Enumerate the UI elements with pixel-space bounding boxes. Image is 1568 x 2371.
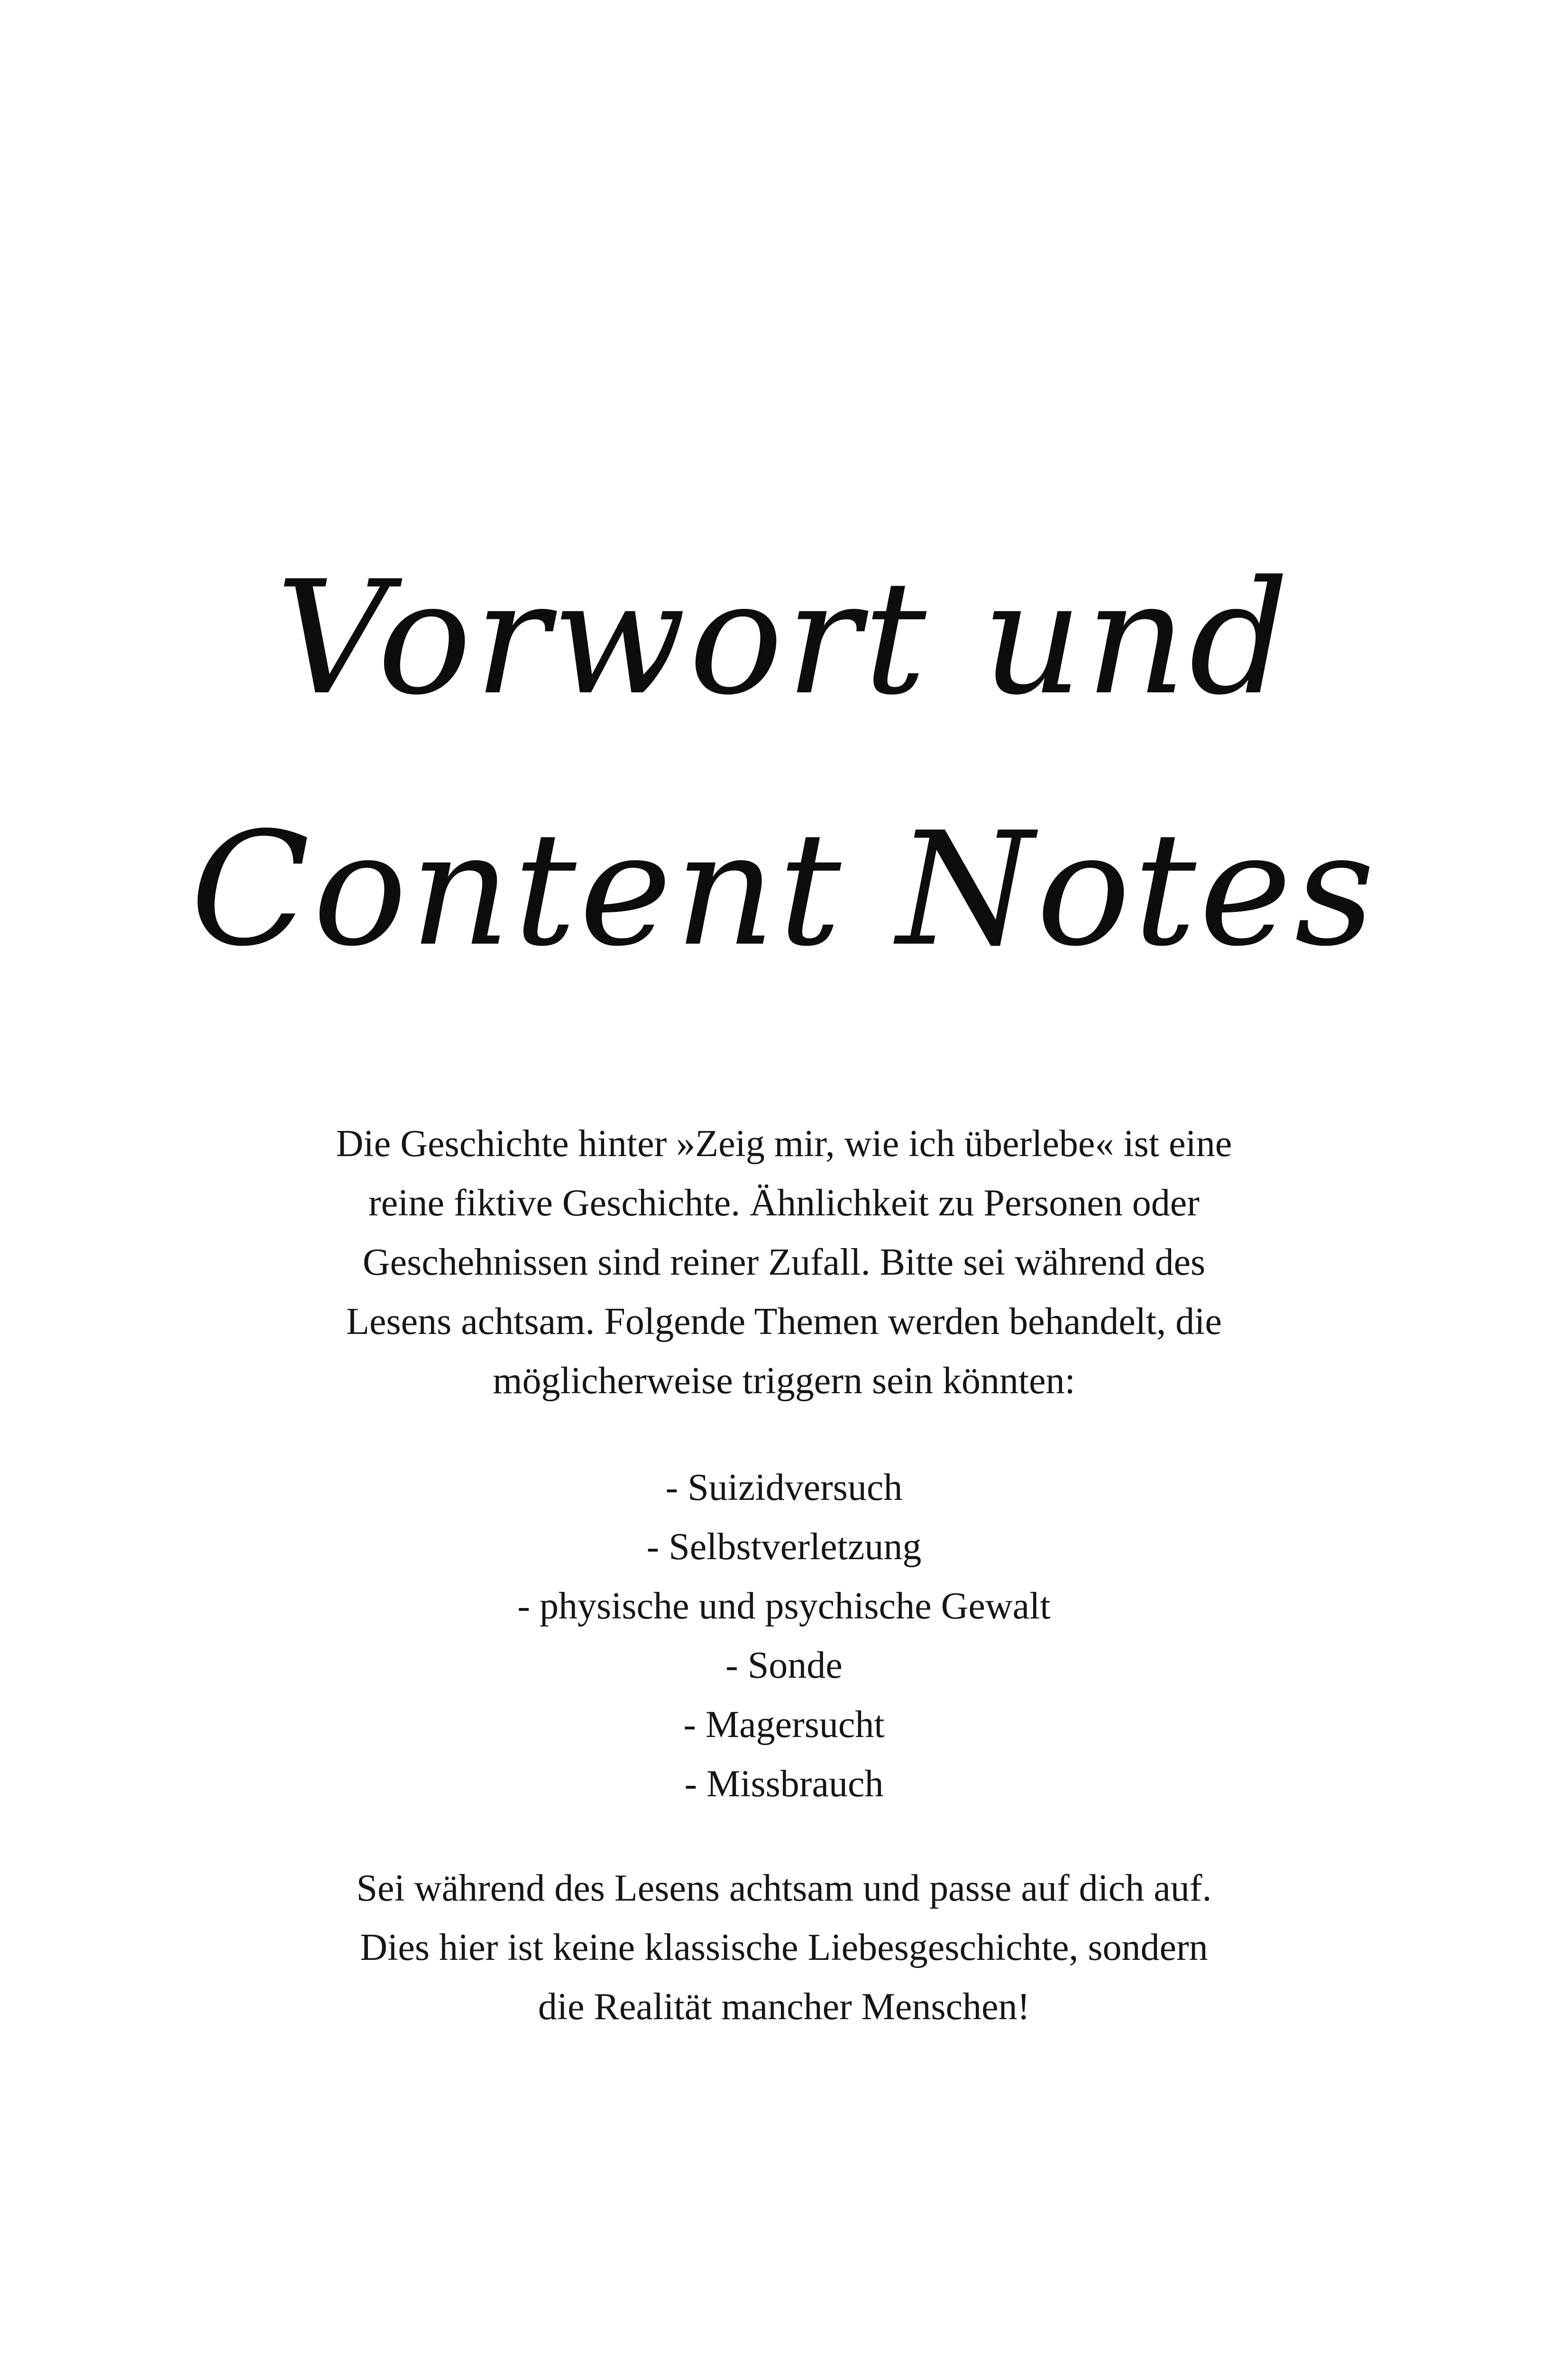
content-note-item: - physische und psychische Gewalt xyxy=(517,1585,1051,1627)
content-note-item: - Magersucht xyxy=(683,1704,885,1746)
closing-line: Dies hier ist keine klassische Liebesgeschichte, sondern xyxy=(360,1927,1208,1968)
closing-line: die Realität mancher Menschen! xyxy=(538,1986,1030,2028)
intro-line: möglicherweise triggern sein könnten: xyxy=(493,1360,1075,1402)
content-note-item: - Selbstverletzung xyxy=(646,1526,922,1568)
intro-paragraph xyxy=(228,1114,1340,1411)
intro-line: reine fiktive Geschichte. Ähnlichkeit zu Personen oder xyxy=(368,1182,1200,1224)
page-title-line-2: Content Notes xyxy=(190,799,1378,981)
page-title-line-1: Vorwort und xyxy=(275,547,1293,730)
content-notes-list xyxy=(228,1458,1340,1814)
content-note-item: - Missbrauch xyxy=(684,1763,884,1805)
intro-line: Lesens achtsam. Folgende Themen werden behandelt, die xyxy=(346,1301,1222,1342)
intro-line: Die Geschichte hinter »Zeig mir, wie ich überlebe« ist eine xyxy=(336,1123,1232,1165)
content-note-item: - Sonde xyxy=(725,1645,843,1686)
intro-line: Geschehnissen sind reiner Zufall. Bitte sei während des xyxy=(362,1241,1206,1283)
content-note-item: - Suizidversuch xyxy=(665,1467,903,1508)
closing-paragraph xyxy=(228,1859,1340,2037)
closing-line: Sei während des Lesens achtsam und passe auf dich auf. xyxy=(356,1867,1212,1909)
